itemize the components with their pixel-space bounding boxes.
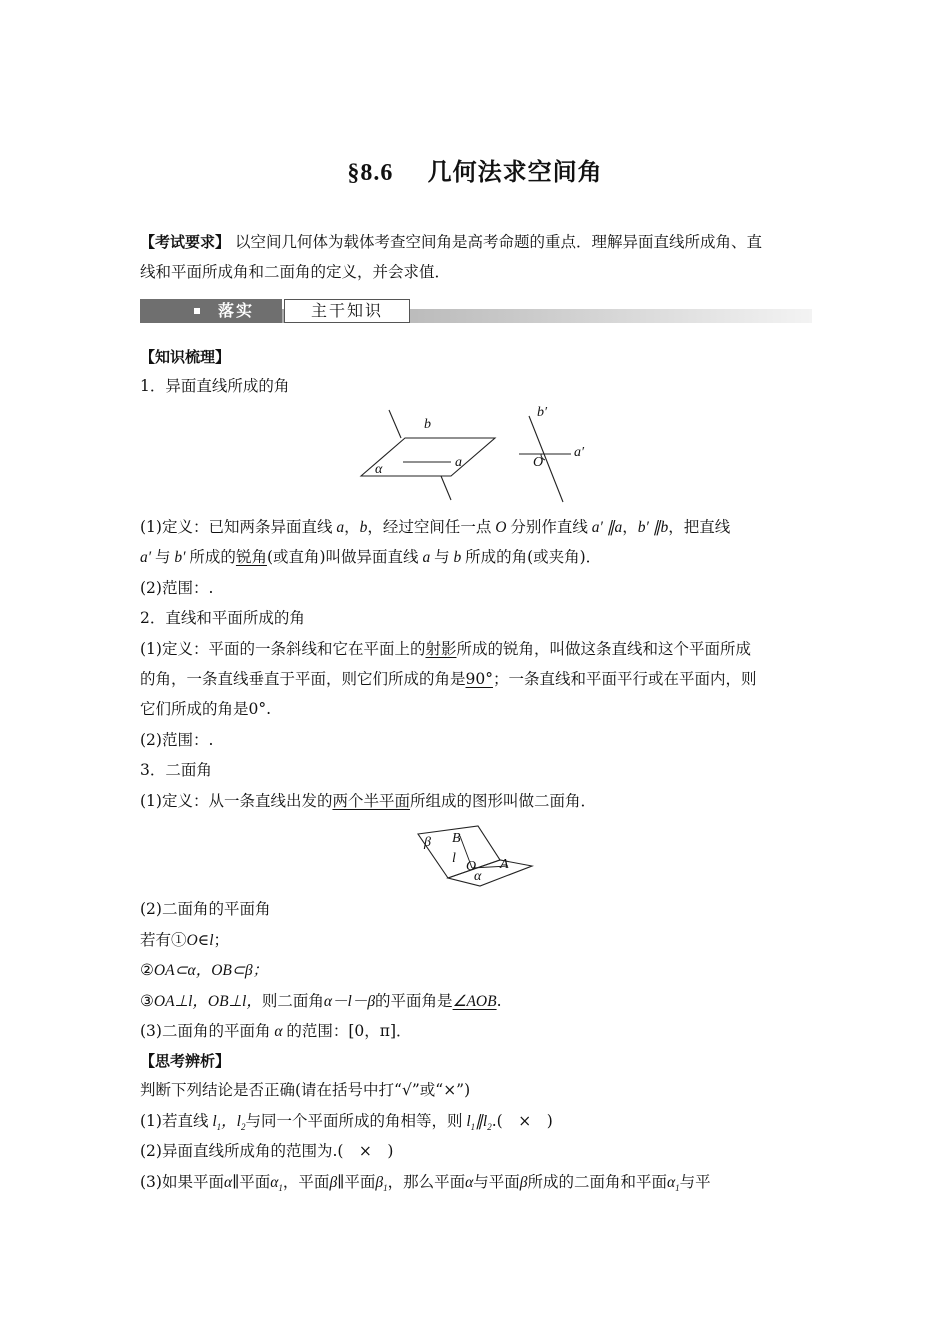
title-text: 几何法求空间角 — [427, 158, 603, 186]
math-a-b: a — [332, 519, 345, 536]
exam-requirement — [140, 227, 810, 287]
item3-c3-mid: 则二面角 — [261, 992, 324, 1010]
item3-def-b: 所组成的图形叫做二面角． — [409, 792, 596, 810]
section-thinking-tag: 【思考辨析】 — [140, 1052, 231, 1070]
exam-requirement-line1: 以空间几何体为载体考查空间角是高考命题的重点．理解异面直线所成角、直 — [234, 233, 762, 251]
item3-c2-math: OA⊂α，OB⊂β； — [153, 962, 269, 979]
math-b-prime-par: b′ ∥b — [637, 519, 669, 536]
item3-definition — [140, 790, 812, 812]
judge-q3e: ，那么平面 — [387, 1173, 466, 1191]
judge-intro: 判断下列结论是否正确(请在括号中打“√”或“×”) — [140, 1081, 471, 1099]
underline-half-planes: 两个半平面 — [332, 792, 410, 810]
exam-requirement-line2: 线和平面所成角和二面角的定义，并会求值． — [140, 263, 451, 281]
item2-l1b: 所成的锐角，叫做这条直线和这个平面所成 — [456, 640, 751, 658]
item3-c1: 若有① — [140, 931, 187, 949]
label-B: B — [452, 831, 461, 846]
underline-90deg: 90° — [465, 670, 493, 688]
item3-c1-sym: ∈ — [197, 931, 210, 949]
judge-q3a: (3)如果平面 — [140, 1173, 224, 1191]
math-alpha1: $\alpha_1$ — [270, 1174, 283, 1194]
item1-def-e: 与 — [155, 548, 171, 566]
math-a-prime: a′ — [140, 549, 156, 566]
label-alpha: α — [375, 462, 383, 477]
math-a2: a — [418, 549, 435, 566]
math-l: l — [209, 932, 214, 949]
item3-c2: ② — [140, 961, 154, 979]
judge-q3h: 与平 — [679, 1173, 711, 1191]
label-a: a — [455, 455, 462, 470]
banner-square-icon — [194, 308, 200, 314]
dihedral-angle-figure — [412, 822, 542, 888]
title-number: §8.6 — [347, 160, 394, 186]
underline-projection: 射影 — [425, 640, 457, 658]
section-banner — [140, 299, 812, 325]
item3-condition2 — [140, 959, 812, 982]
item1-def-f: 所成的 — [189, 548, 236, 566]
item3-condition3: ③OA⊥l，OB⊥l，则二面角α－l－β的平面角是∠AOB. — [140, 992, 502, 1010]
underline-acute-angle: 锐角 — [235, 548, 267, 566]
line-b-bottom — [441, 476, 451, 500]
skew-lines-figure — [355, 402, 595, 506]
item1-def-b: ，经过空间任一点 — [367, 518, 492, 536]
math-beta1: $\beta_1$ — [375, 1174, 388, 1194]
item3-c3-math: OA⊥l，OB⊥l， — [153, 993, 262, 1010]
judge-q3 — [140, 1171, 812, 1199]
item1-heading: 1．异面直线所成的角 — [140, 377, 290, 395]
banner-dark-label: 落实 — [218, 301, 255, 320]
math-beta: β — [329, 1174, 338, 1191]
item1-definition-line2 — [140, 546, 812, 569]
page-title — [0, 152, 950, 187]
item3-c3-math2: α－l－β — [323, 993, 376, 1010]
judge-q1 — [140, 1110, 812, 1138]
judge-q1a: (1)若直线 — [140, 1112, 209, 1130]
judge-q2: (2)异面直线所成角的范围为.( × ) — [140, 1142, 394, 1160]
item3-heading: 3．二面角 — [140, 761, 212, 779]
judge-q3b: ∥平面 — [232, 1173, 271, 1191]
item1-def-i: 所成的角(或夹角)． — [465, 548, 602, 566]
half-plane-alpha — [448, 860, 532, 886]
item3-condition1 — [140, 929, 812, 952]
item1-def-g: (或直角)叫做异面直线 — [266, 548, 419, 566]
math-b: b — [359, 519, 368, 536]
item1-def-h: 与 — [434, 548, 450, 566]
item1-def-a: (1)定义：已知两条异面直线 — [140, 518, 333, 536]
math-b2: b — [449, 549, 466, 566]
item2-l1a: (1)定义：平面的一条斜线和它在平面上的 — [140, 640, 426, 658]
judge-q3f: 与平面 — [473, 1173, 520, 1191]
item2-line3: 它们所成的角是0°. — [140, 700, 272, 718]
item2-l2b: ；一条直线和平面平行或在平面内，则 — [493, 670, 757, 688]
item3-range-b: 的范围：[0，π]． — [286, 1022, 412, 1040]
label-b: b — [424, 417, 431, 432]
banner-light-label: 主干知识 — [284, 299, 410, 323]
label-l: l — [452, 851, 456, 866]
label-b-prime: b′ — [537, 405, 548, 420]
math-a-prime-par: a′ ∥a — [587, 519, 623, 536]
label-A: A — [500, 857, 509, 872]
item1-def-d: ，把直线 — [668, 518, 731, 536]
judge-q3g: 所成的二面角和平面 — [527, 1173, 667, 1191]
label-alpha2: α — [474, 869, 482, 884]
underline-angle-AOB: ∠AOB — [452, 993, 497, 1010]
item3-c3: ③ — [140, 992, 154, 1010]
judge-q3d: ∥平面 — [337, 1173, 376, 1191]
judge-q1b: 与同一个平面所成的角相等，则 — [245, 1112, 463, 1130]
judge-q3c: ，平面 — [282, 1173, 330, 1191]
item3-c3-tail: 的平面角是 — [375, 992, 453, 1010]
banner-dark-tab — [140, 299, 282, 323]
item2-l2a: 的角，一条直线垂直于平面，则它们所成的角是 — [140, 670, 466, 688]
item3-c1-math: O — [186, 932, 198, 949]
math-alpha-q3: α — [223, 1174, 233, 1191]
line-b-top — [389, 410, 401, 438]
math-beta-2: β — [519, 1174, 528, 1191]
item3-plane-angle: (2)二面角的平面角 — [140, 900, 271, 918]
item3-range-a: (3)二面角的平面角 — [140, 1022, 271, 1040]
item1-def-c: 分别作直线 — [510, 518, 588, 536]
label-O2: O — [466, 859, 477, 874]
math-b-prime: b′ — [170, 549, 190, 566]
math-l1-par-l2: $l_1\parallel l_2$ — [462, 1113, 492, 1133]
item3-c1-tail: ； — [213, 931, 230, 949]
label-O: O — [533, 455, 544, 470]
label-a-prime: a′ — [574, 445, 585, 460]
math-alpha1-2: $\alpha_1$ — [667, 1174, 680, 1194]
item3-def-a: (1)定义：从一条直线出发的 — [140, 792, 333, 810]
item3-range — [140, 1020, 812, 1043]
item1-definition-line1: (1)定义：已知两条异面直线 a，b，经过空间任一点 O 分别作直线 a′ ∥a，b′ ∥b，把直线 — [140, 518, 731, 536]
label-beta: β — [424, 835, 431, 850]
item2-line2 — [140, 668, 812, 690]
section-knowledge-tag: 【知识梳理】 — [140, 348, 231, 366]
math-l1-l2: $l_1$，$l_2$ — [208, 1113, 246, 1133]
item1-range: (2)范围：. — [140, 579, 214, 597]
math-alpha: α — [270, 1023, 287, 1040]
item2-line1 — [140, 638, 812, 660]
math-O: O — [491, 519, 511, 536]
item2-heading: 2．直线和平面所成的角 — [140, 609, 305, 627]
judge-q1c: .( × ) — [491, 1112, 553, 1130]
math-alpha-2: α — [465, 1174, 474, 1191]
item2-range: (2)范围：. — [140, 731, 214, 749]
exam-requirement-tag: 【考试要求】 — [140, 233, 231, 251]
